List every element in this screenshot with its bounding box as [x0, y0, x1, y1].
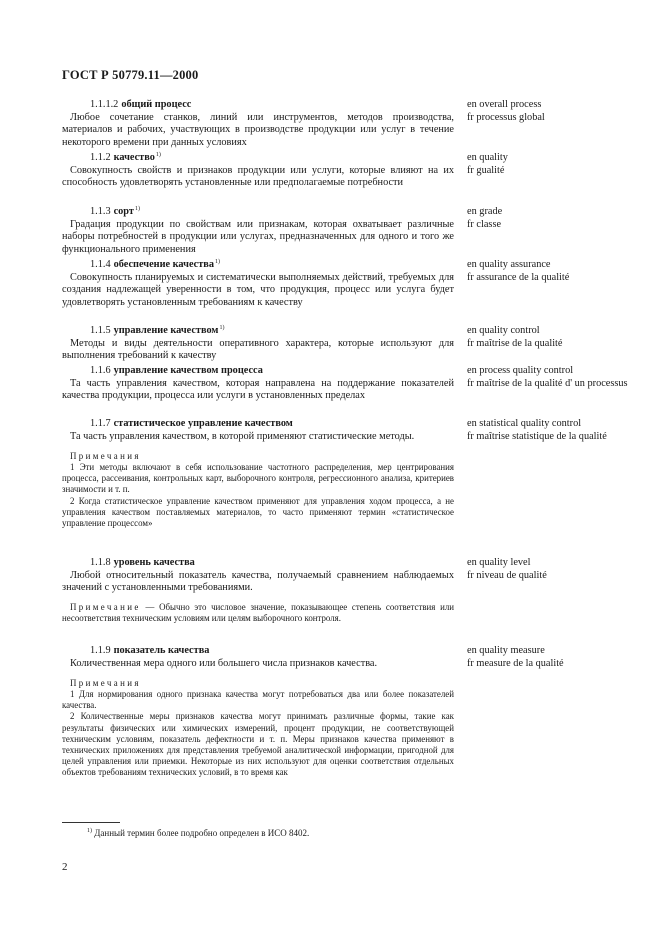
footnote-text: Данный термин более подробно определен в ИСО 8402. — [94, 828, 310, 838]
translation-fr: fr gualité — [467, 164, 505, 176]
translation-fr: fr maîtrise de la qualité d' un processus — [467, 377, 628, 389]
entry-quality-assurance — [62, 258, 454, 309]
notes-block — [62, 451, 454, 529]
entry-definition: Методы и виды деятельности оперативного характера, которые используют для выполнения требований к качеству — [62, 337, 454, 362]
translation-fr: fr niveau de qualité — [467, 569, 547, 581]
translation-fr: fr assurance de la qualité — [467, 271, 570, 283]
entry-definition: Совокупность свойств и признаков продукции или услуги, которые влияют на их способность удовлетворять установленные или предполагаемые потребности — [62, 164, 454, 189]
entry-definition: Совокупность планируемых и систематически выполняемых действий, требуемых для создания надлежащей уверенности в том, что продукция, процесс или услуга будет удовлетворять установленным требованиям к качеству — [62, 271, 454, 308]
translation-en: en statistical quality control — [467, 418, 582, 429]
footnote-marker: 1) — [134, 205, 140, 212]
translation-fr: fr classe — [467, 218, 502, 230]
note-item: 1 Эти методы включают в себя использование частотного распределения, мер центрирования процесса, рассеивания, контрольных карт, выборочного контроля, регрессионного анализа, критериев значимости и т. п. — [62, 462, 454, 495]
note-item: 1 Для нормирования одного признака качества могут потребоваться два или более показателей качества. — [62, 689, 454, 711]
translation-fr: fr maîtrise de la qualité — [467, 337, 563, 349]
entry-definition: Любой относительный показатель качества, получаемый сравнением наблюдаемых значений с установленными требованиями. — [62, 569, 454, 594]
entry-heading: 1.1.5 управление качеством$^{1)}$ — [90, 324, 225, 336]
translation-statistical-quality-control — [467, 418, 632, 443]
entry-heading: 1.1.7 статистическое управление качеством — [90, 418, 293, 429]
translation-quality-measure — [467, 645, 632, 670]
translation-process-quality-control — [467, 365, 632, 390]
entry-definition: Градация продукции по свойствам или признакам, которая охватывает различные наборы потребностей в продукции или услугах, предназначенных для одного и того же функционального применения — [62, 218, 454, 255]
footnote-marker: 1) — [155, 151, 161, 158]
translation-fr: fr maîtrise statistique de la qualité — [467, 430, 607, 442]
notes-block — [62, 678, 454, 778]
note-block — [62, 602, 454, 624]
entry-heading: 1.1.2 качество$^{1)}$ — [90, 151, 161, 163]
entry-quality — [62, 151, 454, 190]
notes-title: Примечания — [70, 678, 141, 689]
translation-overall-process — [467, 99, 632, 124]
translation-en: en overall process — [467, 99, 542, 110]
entry-statistical-quality-control — [62, 418, 454, 529]
note-item: 2 Количественные меры признаков качества могут принимать различные формы, такие как результаты физических или химических измерений, процент продукции, не соответствующей техническим условиям, показатель дефектности и т. п. Меры признаков качества применяют в технических приложениях для представления требуемой аналитической информации, пригодной для целей управления или приемки. Некоторые из них используют для оценки соответствия отдельных объектов требованиям технических условий, в то время как — [62, 711, 454, 777]
entry-term: качество — [113, 152, 155, 163]
entry-process-quality-control — [62, 365, 454, 403]
entry-term: сорт — [113, 206, 134, 217]
translation-en: en grade — [467, 206, 503, 217]
entry-definition: Любое сочетание станков, линий или инструментов, методов производства, материалов и рабочих, участвующих в производстве продукции или услуг в течение некоторого времени при данных условиях — [62, 111, 454, 148]
entry-heading: 1.1.8 уровень качества — [90, 557, 195, 568]
entry-heading: 1.1.1.2 общий процесс — [90, 99, 192, 110]
entry-term: общий процесс — [121, 99, 192, 110]
note-title: Примечание — [70, 601, 141, 612]
document-header: ГОСТ Р 50779.11—2000 — [62, 68, 199, 82]
entry-term: обеспечение качества — [113, 259, 215, 270]
entry-heading: 1.1.9 показатель качества — [90, 645, 210, 656]
translation-fr: fr measure de la qualité — [467, 657, 564, 669]
entry-term: статистическое управление качеством — [113, 418, 293, 429]
note-text: — Обычно это числовое значение, показывающее степень соответствия или несоответствия техническим условиям или целям выборочного контроля. — [62, 601, 455, 623]
entry-heading: 1.1.4 обеспечение качества$^{1)}$ — [90, 258, 221, 270]
translation-quality-assurance — [467, 259, 632, 284]
note-item: 2 Когда статистическое управление качеством применяют для управления ходом процесса, а не управления качеством поставляемых материалов, то часто применяют термин «статистическое управление процессом» — [62, 495, 454, 528]
entry-quality-control — [62, 324, 454, 363]
entry-term: управление качеством — [113, 325, 219, 336]
translation-quality — [467, 152, 632, 177]
translation-quality-level — [467, 557, 632, 582]
notes-title: Примечания — [70, 451, 141, 462]
entry-quality-measure — [62, 645, 454, 778]
footnote-marker: 1) — [219, 324, 225, 331]
translation-en: en quality control — [467, 325, 540, 336]
entry-term: уровень качества — [113, 557, 195, 568]
entry-heading: 1.1.6 управление качеством процесса — [90, 365, 263, 376]
entry-heading: 1.1.3 сорт$^{1)}$ — [90, 205, 140, 217]
translation-en: en quality level — [467, 557, 531, 568]
entry-term: показатель качества — [113, 645, 210, 656]
page-number: 2 — [62, 861, 68, 873]
translation-quality-control — [467, 325, 632, 350]
footnote-marker: 1) — [215, 258, 221, 265]
entry-quality-level — [62, 557, 455, 624]
translation-grade — [467, 206, 632, 231]
entry-grade — [62, 205, 454, 256]
translation-en: en quality measure — [467, 645, 545, 656]
footnote-divider — [62, 822, 120, 823]
entry-definition: Та часть управления качеством, которая направлена на поддержание показателей качества продукции, процесса или услуги в установленных пределах — [62, 377, 454, 402]
footnote-mark: 1) — [87, 828, 92, 834]
entry-term: управление качеством процесса — [113, 365, 263, 376]
entry-definition: Та часть управления качеством, в которой применяют статистические методы. — [70, 430, 415, 442]
entry-overall-process — [62, 99, 454, 149]
translation-en: en process quality control — [467, 365, 574, 376]
footnote — [86, 828, 309, 838]
entry-definition: Количественная мера одного или большего числа признаков качества. — [70, 657, 378, 669]
translation-en: en quality assurance — [467, 259, 551, 270]
translation-en: en quality — [467, 152, 508, 163]
translation-fr: fr processus global — [467, 111, 545, 123]
